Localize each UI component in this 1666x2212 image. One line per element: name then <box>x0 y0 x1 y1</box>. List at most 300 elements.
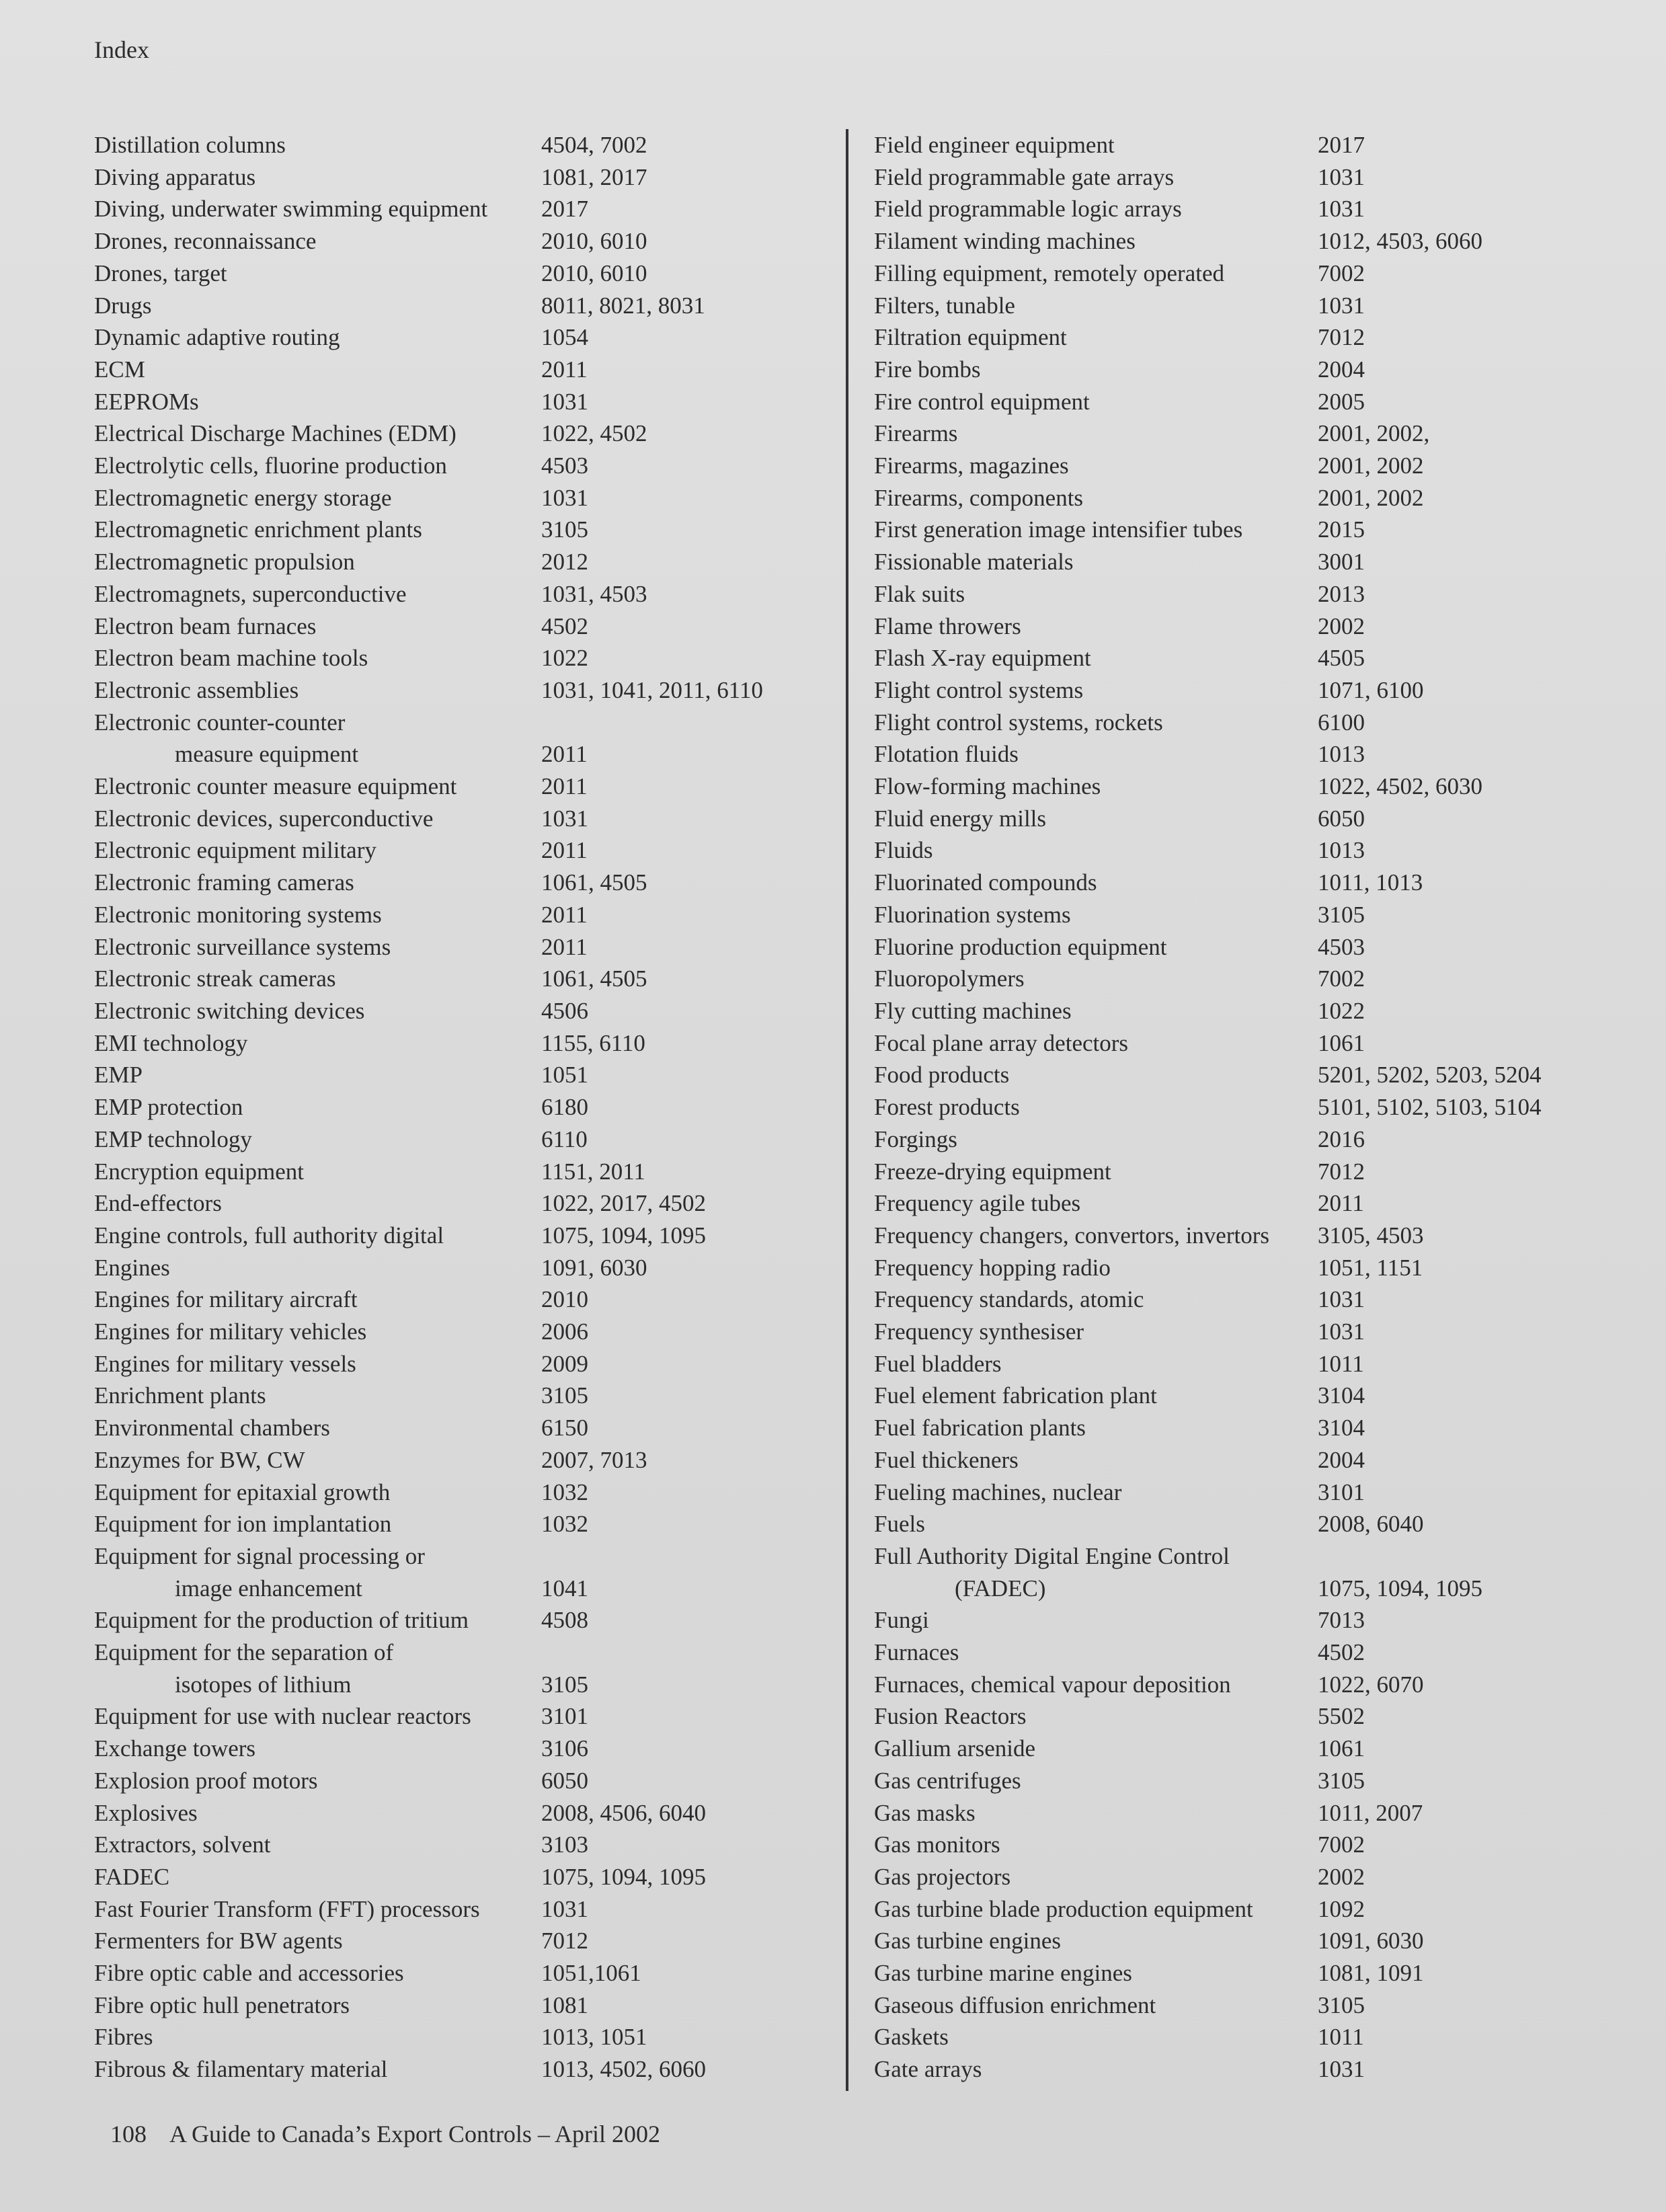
index-entry <box>94 129 820 161</box>
index-entry <box>94 578 820 610</box>
index-entry <box>94 450 820 482</box>
index-term-line: Electromagnetic energy storage <box>94 484 392 511</box>
index-entry <box>874 1861 1560 1893</box>
index-term-line: Firearms <box>874 420 958 447</box>
index-reference-numbers: 1075, 1094, 1095 <box>1318 1575 1482 1602</box>
index-reference-numbers: 2001, 2002 <box>1318 452 1424 479</box>
index-reference-numbers: 1013, 1051 <box>541 2024 647 2051</box>
index-entry <box>94 1027 820 1060</box>
index-entry <box>874 803 1560 835</box>
index-entry <box>94 834 820 867</box>
index-term <box>94 674 299 707</box>
index-entry <box>94 803 820 835</box>
index-term-line: Encryption equipment <box>94 1158 305 1185</box>
index-entry <box>874 867 1560 899</box>
index-entry <box>874 1508 1560 1540</box>
index-term-line: Fibre optic hull penetrators <box>94 1991 350 2018</box>
index-term-line: Engines for military vehicles <box>94 1318 367 1345</box>
index-term <box>874 161 1174 194</box>
index-term-line: Gas centrifuges <box>874 1767 1021 1794</box>
index-term-line: ECM <box>94 356 145 383</box>
index-term-line: EMP protection <box>94 1094 243 1121</box>
index-term-line: Drones, target <box>94 260 227 286</box>
index-term-line: Electronic counter measure equipment <box>94 773 457 800</box>
index-term-line: Electronic devices, superconductive <box>94 805 434 832</box>
index-term-line: Exchange towers <box>94 1735 256 1762</box>
index-entry <box>94 1091 820 1123</box>
index-entry <box>94 290 820 322</box>
index-term-line: Equipment for the separation of <box>94 1639 394 1666</box>
index-reference-numbers: 1031 <box>541 805 588 832</box>
index-term-line: Gaseous diffusion enrichment <box>874 1991 1156 2018</box>
index-entry <box>874 995 1560 1027</box>
index-reference-numbers: 2010, 6010 <box>541 228 647 255</box>
index-term <box>874 867 1097 899</box>
index-term <box>94 1444 305 1476</box>
index-term <box>874 1252 1111 1284</box>
index-term-line: Food products <box>874 1062 1010 1089</box>
index-term <box>94 354 145 386</box>
index-term-line: Flak suits <box>874 580 965 607</box>
index-term-line: Gallium arsenide <box>874 1735 1036 1762</box>
index-term <box>874 931 1166 963</box>
index-entry <box>94 1700 820 1733</box>
index-entry <box>94 1252 820 1284</box>
index-entry <box>94 995 820 1027</box>
index-entry <box>874 1156 1560 1188</box>
index-term-line: Equipment for the production of tritium <box>94 1607 469 1634</box>
index-term-line: Fuel bladders <box>874 1350 1002 1377</box>
index-entry <box>94 1123 820 1156</box>
index-entry <box>94 1893 820 1926</box>
index-column-right <box>874 129 1560 2086</box>
index-reference-numbers: 1032 <box>541 1478 588 1505</box>
index-term <box>94 129 286 161</box>
index-entry <box>874 674 1560 707</box>
index-entry <box>94 642 820 674</box>
index-reference-numbers: 1081 <box>541 1991 588 2018</box>
index-reference-numbers: 3101 <box>541 1703 588 1730</box>
index-reference-numbers: 2012 <box>541 549 588 576</box>
index-term <box>874 1829 1000 1861</box>
index-reference-numbers: 2015 <box>1318 516 1365 543</box>
index-reference-numbers: 1012, 4503, 6060 <box>1318 228 1482 255</box>
index-term-line: Forest products <box>874 1094 1020 1121</box>
index-term <box>874 386 1090 418</box>
index-term <box>874 321 1067 354</box>
index-entry <box>94 1604 820 1636</box>
index-term-line: Electronic switching devices <box>94 997 365 1024</box>
index-entry <box>94 1316 820 1348</box>
index-reference-numbers: 7012 <box>1318 1158 1365 1185</box>
index-reference-numbers: 1031, 4503 <box>541 580 647 607</box>
index-entry <box>94 899 820 931</box>
index-entry <box>874 1669 1560 1701</box>
index-reference-numbers: 1061 <box>1318 1735 1365 1762</box>
index-term-line: Fluorination systems <box>874 901 1071 928</box>
index-term <box>874 1220 1269 1252</box>
index-term-line: Filling equipment, remotely operated <box>874 260 1224 286</box>
index-reference-numbers: 7012 <box>1318 324 1365 351</box>
index-reference-numbers: 7002 <box>1318 965 1365 992</box>
index-entry <box>874 418 1560 450</box>
index-term-line: End-effectors <box>94 1190 222 1217</box>
index-term-line: Electrolytic cells, fluorine production <box>94 452 447 479</box>
index-term-line: Environmental chambers <box>94 1415 330 1441</box>
index-reference-numbers: 2011 <box>541 933 588 960</box>
index-term-line: Electron beam furnaces <box>94 613 317 639</box>
index-term <box>874 1669 1231 1701</box>
index-term <box>874 1604 929 1636</box>
index-term <box>874 258 1224 290</box>
index-entry <box>94 1925 820 1957</box>
page-number: 108 <box>110 2121 147 2147</box>
index-entry <box>874 161 1560 194</box>
index-term <box>94 1861 169 1893</box>
index-term <box>94 1797 198 1829</box>
index-term <box>874 610 1021 643</box>
index-reference-numbers: 1151, 2011 <box>541 1158 645 1185</box>
index-entry <box>94 1412 820 1444</box>
index-term <box>94 803 433 835</box>
index-term <box>874 1187 1080 1220</box>
index-term <box>94 482 392 514</box>
index-term <box>874 1733 1035 1765</box>
index-reference-numbers: 4503 <box>1318 933 1365 960</box>
index-term <box>94 642 368 674</box>
index-entry <box>94 1733 820 1765</box>
index-entry <box>874 1027 1560 1060</box>
index-reference-numbers: 6110 <box>541 1125 588 1152</box>
index-term-line: Gas turbine marine engines <box>874 1960 1132 1987</box>
index-entry <box>874 2021 1560 2053</box>
index-reference-numbers: 1011, 1013 <box>1318 869 1423 896</box>
index-entry <box>94 258 820 290</box>
index-reference-numbers: 1054 <box>541 324 588 351</box>
index-term <box>94 1829 270 1861</box>
index-reference-numbers: 1022, 6070 <box>1318 1671 1424 1698</box>
index-term-line: Filament winding machines <box>874 228 1136 255</box>
index-term <box>94 1156 304 1188</box>
index-term <box>874 834 933 867</box>
index-term-line: Fermenters for BW agents <box>94 1928 343 1954</box>
index-entry <box>874 1733 1560 1765</box>
index-term <box>94 161 255 194</box>
index-reference-numbers: 7012 <box>541 1928 588 1954</box>
index-term-line: Furnaces, chemical vapour deposition <box>874 1671 1231 1698</box>
index-term <box>94 1893 480 1926</box>
index-term-line: Firearms, magazines <box>874 452 1069 479</box>
index-reference-numbers: 1051 <box>541 1062 588 1089</box>
index-term <box>94 1123 252 1156</box>
index-reference-numbers: 1013 <box>1318 741 1365 768</box>
index-entry <box>94 674 820 707</box>
index-reference-numbers: 2011 <box>541 837 588 864</box>
index-term-line: Field programmable gate arrays <box>874 163 1175 190</box>
index-term <box>94 1316 366 1348</box>
index-entry <box>874 258 1560 290</box>
index-entry <box>874 225 1560 258</box>
index-term <box>874 1925 1061 1957</box>
index-entry <box>874 963 1560 995</box>
index-term <box>874 450 1069 482</box>
index-term <box>874 2053 982 2086</box>
index-reference-numbers: 2011 <box>541 741 588 768</box>
index-reference-numbers: 1022, 4502 <box>541 420 647 447</box>
index-term-line: First generation image intensifier tubes <box>874 516 1243 543</box>
index-term <box>874 1316 1084 1348</box>
index-term-line: Electronic counter-counter <box>94 709 346 736</box>
index-reference-numbers: 1011 <box>1318 1350 1364 1377</box>
index-reference-numbers: 3105 <box>541 1671 588 1698</box>
index-term-line: Electronic surveillance systems <box>94 933 391 960</box>
index-entry <box>94 1989 820 2022</box>
index-term-line: Filters, tunable <box>874 292 1015 319</box>
index-entry <box>874 1252 1560 1284</box>
index-reference-numbers: 7013 <box>1318 1607 1365 1634</box>
index-term-line: EEPROMs <box>94 388 199 415</box>
index-term <box>94 1348 356 1380</box>
index-term-line: Extractors, solvent <box>94 1831 271 1858</box>
index-reference-numbers: 5201, 5202, 5203, 5204 <box>1318 1062 1542 1089</box>
index-term-line: Electronic equipment military <box>94 837 376 864</box>
index-term <box>94 610 316 643</box>
index-term <box>94 867 354 899</box>
index-entry <box>94 514 820 546</box>
index-term-line: EMP <box>94 1062 143 1089</box>
index-reference-numbers: 3106 <box>541 1735 588 1762</box>
index-entry <box>874 578 1560 610</box>
index-reference-numbers: 1031 <box>541 388 588 415</box>
index-reference-numbers: 1031 <box>1318 1286 1365 1313</box>
index-entry <box>874 1604 1560 1636</box>
index-entry <box>874 610 1560 643</box>
index-entry <box>874 1059 1560 1091</box>
index-term <box>874 1091 1020 1123</box>
index-term-line: Frequency standards, atomic <box>874 1286 1144 1313</box>
index-term <box>94 578 407 610</box>
index-term <box>94 1220 444 1252</box>
index-term <box>874 418 957 450</box>
index-reference-numbers: 1031 <box>541 484 588 511</box>
index-reference-numbers: 1031 <box>541 1895 588 1922</box>
index-entry <box>94 225 820 258</box>
index-reference-numbers: 8011, 8021, 8031 <box>541 292 705 319</box>
index-entry <box>94 707 820 771</box>
index-term <box>94 1957 404 1989</box>
index-term <box>874 1123 957 1156</box>
index-reference-numbers: 1031 <box>1318 196 1365 223</box>
index-entry <box>94 418 820 450</box>
index-entry <box>94 386 820 418</box>
index-reference-numbers: 2004 <box>1318 356 1365 383</box>
index-term-line: Fungi <box>874 1607 929 1634</box>
index-entry <box>94 1380 820 1412</box>
index-entry <box>874 386 1560 418</box>
index-reference-numbers: 4502 <box>1318 1639 1365 1666</box>
index-term-line: Fusion Reactors <box>874 1703 1027 1730</box>
index-entry <box>94 2021 820 2053</box>
index-term-line: Flotation fluids <box>874 741 1019 768</box>
index-term-line: Fluorine production equipment <box>874 933 1167 960</box>
index-entry <box>94 771 820 803</box>
index-term-line: Fissionable materials <box>874 549 1074 576</box>
index-term <box>94 514 422 546</box>
index-entry <box>94 1829 820 1861</box>
index-entry <box>874 931 1560 963</box>
index-term-line: Explosion proof motors <box>94 1767 318 1794</box>
index-term <box>874 1989 1156 2022</box>
index-entry <box>874 1989 1560 2022</box>
index-reference-numbers: 1155, 6110 <box>541 1029 645 1056</box>
index-reference-numbers: 1011, 2007 <box>1318 1799 1423 1826</box>
index-entry <box>94 931 820 963</box>
index-term-line: Fuel element fabrication plant <box>874 1382 1157 1409</box>
index-entry <box>874 546 1560 578</box>
index-term <box>94 290 152 322</box>
index-term <box>874 771 1101 803</box>
index-term-line: Electronic monitoring systems <box>94 901 382 928</box>
index-term-line: Gaskets <box>874 2024 949 2051</box>
index-term-line: FADEC <box>94 1863 170 1890</box>
index-entry <box>874 1540 1560 1604</box>
index-term <box>874 1540 1230 1604</box>
index-reference-numbers: 2004 <box>1318 1446 1365 1473</box>
index-reference-numbers: 1022 <box>541 645 588 672</box>
index-term <box>94 1027 247 1060</box>
index-reference-numbers: 2009 <box>541 1350 588 1377</box>
index-term-line: Field engineer equipment <box>874 132 1115 158</box>
index-entry <box>94 1220 820 1252</box>
index-reference-numbers: 5101, 5102, 5103, 5104 <box>1318 1094 1542 1121</box>
index-term-line: Electrical Discharge Machines (EDM) <box>94 420 457 447</box>
index-term <box>874 2021 949 2053</box>
page-footer <box>110 2118 660 2150</box>
index-entry <box>874 1893 1560 1926</box>
index-term <box>874 674 1083 707</box>
index-entry <box>94 1476 820 1509</box>
index-term-line: Fluids <box>874 837 933 864</box>
index-term <box>94 1636 393 1700</box>
index-term <box>874 578 965 610</box>
index-entry <box>94 1508 820 1540</box>
index-term-continuation: isotopes of lithium <box>175 1671 352 1698</box>
index-reference-numbers: 2017 <box>541 196 588 223</box>
index-reference-numbers: 1031 <box>1318 2056 1365 2083</box>
index-reference-numbers: 3105 <box>1318 1767 1365 1794</box>
index-term <box>874 963 1025 995</box>
index-term-line: Electromagnetic enrichment plants <box>94 516 422 543</box>
index-reference-numbers: 1031 <box>1318 292 1365 319</box>
index-term-line: Engines for military aircraft <box>94 1286 358 1313</box>
index-term <box>874 1059 1009 1091</box>
index-entry <box>94 482 820 514</box>
index-term <box>874 1765 1021 1797</box>
index-reference-numbers: 4502 <box>541 613 588 639</box>
index-term-line: Forgings <box>874 1125 957 1152</box>
index-entry <box>874 1797 1560 1829</box>
index-entry <box>874 1636 1560 1669</box>
index-term <box>874 1348 1002 1380</box>
index-term-line: Filtration equipment <box>874 324 1067 351</box>
index-reference-numbers: 4506 <box>541 997 588 1024</box>
index-term <box>94 1283 358 1316</box>
index-term <box>94 834 376 867</box>
index-reference-numbers: 1011 <box>1318 2024 1364 2051</box>
index-term <box>874 546 1073 578</box>
index-term <box>94 1540 425 1604</box>
index-entry <box>94 963 820 995</box>
index-reference-numbers: 6050 <box>1318 805 1365 832</box>
index-term <box>94 1765 317 1797</box>
index-term-line: Full Authority Digital Engine Control <box>874 1542 1230 1569</box>
index-reference-numbers: 2013 <box>1318 580 1365 607</box>
index-term <box>94 1476 390 1509</box>
index-entry <box>874 738 1560 771</box>
index-reference-numbers: 1041 <box>541 1575 588 1602</box>
index-reference-numbers: 1061, 4505 <box>541 869 647 896</box>
index-term-line: Flash X-ray equipment <box>874 645 1091 672</box>
index-reference-numbers: 3103 <box>541 1831 588 1858</box>
index-term-line: Frequency agile tubes <box>874 1190 1081 1217</box>
index-entry <box>874 2053 1560 2086</box>
index-entry <box>874 1476 1560 1509</box>
index-term <box>94 386 199 418</box>
index-reference-numbers: 2011 <box>541 901 588 928</box>
index-reference-numbers: 3105 <box>1318 901 1365 928</box>
index-term <box>94 1091 243 1123</box>
index-reference-numbers: 4503 <box>541 452 588 479</box>
index-term-line: Flame throwers <box>874 613 1021 639</box>
index-term-line: Diving, underwater swimming equipment <box>94 196 488 223</box>
index-term <box>874 354 980 386</box>
index-term-continuation: image enhancement <box>175 1575 362 1602</box>
index-term <box>94 258 227 290</box>
index-reference-numbers: 1013, 4502, 6060 <box>541 2056 706 2083</box>
index-term-line: Electronic framing cameras <box>94 869 354 896</box>
index-term-line: Frequency synthesiser <box>874 1318 1084 1345</box>
index-term <box>874 803 1046 835</box>
index-entry <box>94 321 820 354</box>
index-entry <box>874 899 1560 931</box>
index-term <box>874 1476 1121 1509</box>
index-reference-numbers: 2011 <box>541 773 588 800</box>
index-reference-numbers: 4508 <box>541 1607 588 1634</box>
index-entry <box>874 1957 1560 1989</box>
index-entry <box>94 2053 820 2086</box>
index-reference-numbers: 2002 <box>1318 613 1365 639</box>
index-entry <box>874 1765 1560 1797</box>
index-term-line: Fluoropolymers <box>874 965 1025 992</box>
index-entry <box>874 354 1560 386</box>
index-term <box>874 1027 1128 1060</box>
index-reference-numbers: 4505 <box>1318 645 1365 672</box>
index-reference-numbers: 3104 <box>1318 1382 1365 1409</box>
index-reference-numbers: 1081, 1091 <box>1318 1960 1424 1987</box>
index-reference-numbers: 1051, 1151 <box>1318 1254 1423 1281</box>
index-entry <box>874 1348 1560 1380</box>
index-term-line: Enrichment plants <box>94 1382 266 1409</box>
index-term-line: Equipment for ion implantation <box>94 1511 392 1538</box>
index-term <box>874 290 1015 322</box>
index-term <box>874 995 1072 1027</box>
index-entry <box>874 1187 1560 1220</box>
index-term-line: Gas turbine engines <box>874 1928 1061 1954</box>
index-term <box>874 1380 1157 1412</box>
index-entry <box>874 642 1560 674</box>
index-term <box>94 963 336 995</box>
index-term-line: Electromagnets, superconductive <box>94 580 407 607</box>
